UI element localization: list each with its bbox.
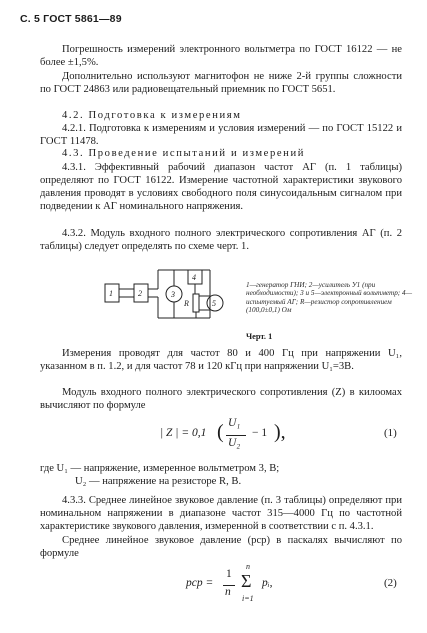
formula-1-tail: − 1 [252,427,268,439]
diagram-legend: 1—генератор ГНИ; 2—усилитель У1 (при необходимости); 3 и 5—электронный вольтметр; 4—испытуемый АГ; R—резистор сопротивлением (100,0±0,1) Ом [246,281,412,315]
formula-2-denominator: n [225,586,231,598]
voltmeter-5 [207,295,223,311]
formula-1-open-paren: ( [217,421,224,443]
formula-2-sum-sign: Σ [241,571,252,591]
definition-u2: U₂ — напряжение на резисторе R, В. [75,476,242,487]
diagram-caption: Черт. 1 [246,332,273,341]
diagram-label-5: 5 [212,299,216,308]
diagram-label-2: 2 [138,289,142,298]
formula-2-sum-top: n [246,562,250,571]
section-4-3-2: 4.3.2. Модуль входного полного электрического сопротивления АГ (п. 2 таблицы) следует определять по схеме черт. 1. [40,228,402,252]
definition-u1: где U₁ — напряжение, измеренное вольтметром 3, В; [40,463,280,474]
section-4-2-title: 4.2. Подготовка к измерениям [62,110,242,121]
diagram-label-3: 3 [171,290,175,299]
voltmeter-3 [166,286,182,302]
formula-1-numerator: U₁ [228,417,241,429]
page-header: С. 5 ГОСТ 5861—89 [20,13,122,25]
formula-2-lhs: pср = [186,577,214,589]
generator-box [105,284,119,302]
formula-2-sum-bottom: i=1 [242,594,254,603]
formula-2 [186,562,416,618]
formula-2-term: pᵢ, [262,577,273,589]
resistor-r [193,294,199,312]
formula-1-close-paren: ), [274,421,286,443]
paragraph-average: Среднее линейное звуковое давление (pср) в паскалях вычисляют по формуле [40,535,402,559]
device-box-4 [188,270,202,284]
amplifier-box [134,284,148,302]
section-4-3-1: 4.3.1. Эффективный рабочий диапазон частот АГ (п. 1 таблицы) определяют по ГОСТ 16122. Измерение частотной характеристики звукового давления проводят в условиях свободного поля синусоидальным сигналом при подведении к АГ номинального напряжения. [40,162,402,212]
formula-1-number: (1) [384,427,397,439]
formula-1-lhs: | Z | = 0,1 [160,427,207,439]
section-4-3-title: 4.3. Проведение испытаний и измерений [62,148,305,159]
section-4-3-3: 4.3.3. Среднее линейное звуковое давление (п. 3 таблицы) определяют при номинальном напряжении в диапазоне частот 315—4000 Гц по частотной характеристике звукового давления, измеренной в соответствии с п. 4.3.1. [40,495,402,532]
paragraph-modulus: Модуль входного полного электрического сопротивления (Z) в килоомах вычисляют по формуле [40,387,402,411]
formula-1-denominator: U₂ [228,437,241,449]
formula-2-number: (2) [384,577,397,589]
diagram-label-r: R [184,299,189,308]
diagram-label-4: 4 [192,273,196,282]
section-4-2-1: 4.2.1. Подготовка к измерениям и условия измерений — по ГОСТ 15122 и ГОСТ 11478. [40,123,402,147]
diagram-label-1: 1 [109,289,113,298]
paragraph-measurements: Измерения проводят для частот 80 и 400 Гц при напряжении U₁, указанном в п. 1.2, и для частот 78 и 120 кГц при напряжении U₁=3В. [40,348,402,372]
formula-2-numerator: 1 [226,568,232,580]
paragraph-additional: Дополнительно используют магнитофон не ниже 2-й группы сложности по ГОСТ 24863 или радиовещательный приемник по ГОСТ 5651. [40,71,402,95]
formula-1 [160,417,420,457]
formula-1-fraction-bar [226,435,246,436]
paragraph-error: Погрешность измерений электронного вольтметра по ГОСТ 16122 — не более ±1,5%. [40,44,402,68]
